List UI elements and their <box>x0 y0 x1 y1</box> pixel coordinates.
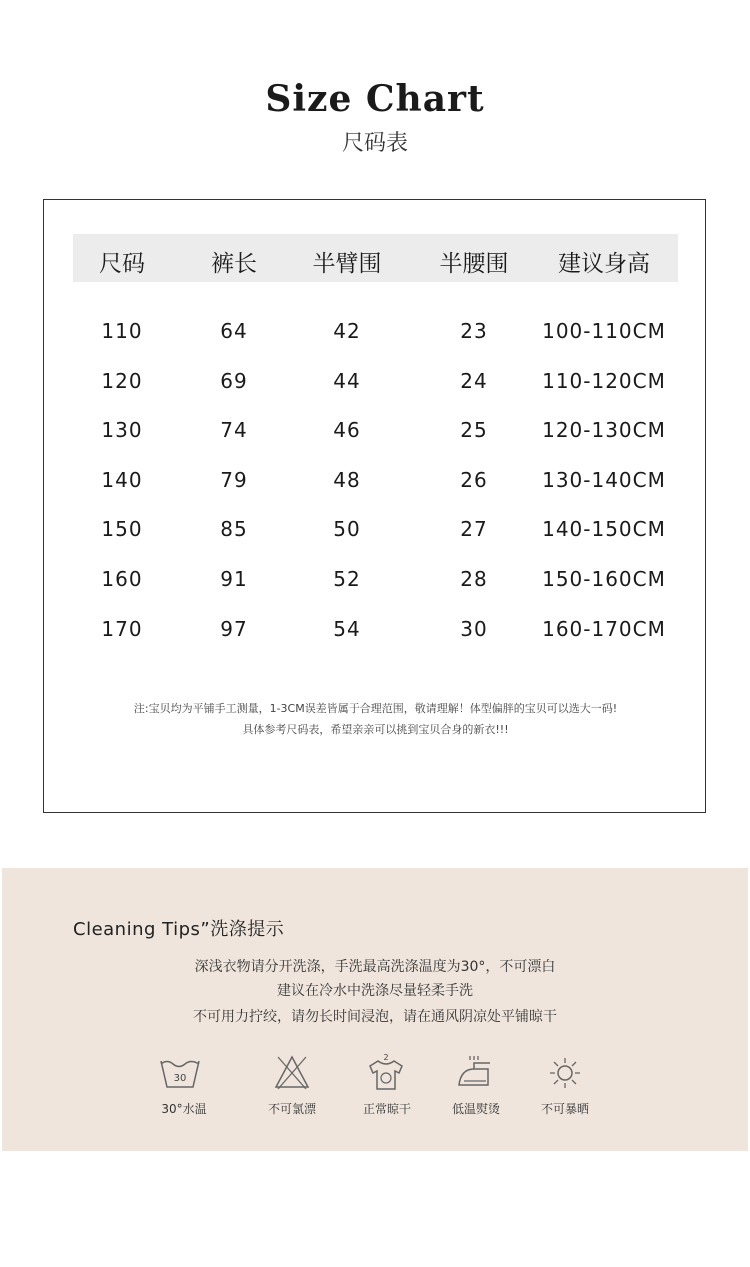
cell-height: 140-150CM <box>542 517 666 542</box>
page-subtitle: 尺码表 <box>341 131 408 156</box>
cell-pants-length: 85 <box>220 517 248 542</box>
column-header-pants-length: 裤长 <box>211 251 257 277</box>
table-row <box>44 468 707 498</box>
table-header-row <box>73 234 678 282</box>
cell-pants-length: 91 <box>220 567 248 591</box>
column-header-size: 尺码 <box>99 251 145 277</box>
cell-height: 100-110CM <box>542 319 666 343</box>
measurement-note: 注:宝贝均为平铺手工测量，1-3CM误差皆属于合理范围，敬请理解！体型偏胖的宝贝可以选大一码! <box>133 702 618 715</box>
cell-size: 130 <box>101 418 143 443</box>
cell-height: 120-130CM <box>542 418 666 443</box>
column-header-half-waist: 半腰围 <box>439 251 509 277</box>
table-row <box>44 418 707 448</box>
tip-line: 建议在冷水中洗涤尽量轻柔手洗 <box>277 983 473 999</box>
cell-size: 160 <box>101 567 143 591</box>
cell-size: 110 <box>101 319 143 343</box>
cell-half-waist: 27 <box>460 517 488 542</box>
cell-half-waist: 23 <box>460 319 488 343</box>
column-header-height: 建议身高 <box>558 251 650 277</box>
column-header-half-arm: 半臂围 <box>312 251 382 277</box>
cell-half-waist: 25 <box>460 418 488 443</box>
tip-line: 不可用力拧绞，请勿长时间浸泡，请在通风阴凉处平铺晾干 <box>193 1009 557 1025</box>
cell-half-arm: 52 <box>333 567 361 591</box>
no-bleach-label: 不可氯漂 <box>267 1102 316 1116</box>
table-row <box>44 567 707 597</box>
cleaning-tips-panel <box>2 868 748 1151</box>
wash-30-label: 30°水温 <box>161 1102 207 1116</box>
table-row <box>44 617 707 647</box>
no-bleach-icon <box>270 1053 314 1093</box>
cell-half-arm: 44 <box>333 368 361 393</box>
iron-low-label: 低温熨烫 <box>451 1102 500 1116</box>
cell-pants-length: 97 <box>220 616 248 641</box>
cell-half-waist: 28 <box>460 567 488 591</box>
cell-half-waist: 30 <box>460 616 488 641</box>
cell-half-waist: 24 <box>460 368 488 393</box>
shirt-dry-icon <box>364 1053 408 1093</box>
cell-size: 140 <box>101 467 143 492</box>
cell-pants-length: 74 <box>220 418 248 443</box>
fit-note: 具体参考尺码表，希望亲亲可以挑到宝贝合身的新衣!!! <box>242 723 509 736</box>
cell-half-arm: 50 <box>333 517 361 542</box>
no-sun-icon <box>543 1053 587 1093</box>
cell-height: 150-160CM <box>542 567 666 591</box>
cell-half-arm: 54 <box>333 616 361 641</box>
cell-size: 170 <box>101 616 143 641</box>
shirt-number-label: 2 <box>383 1053 389 1062</box>
cell-pants-length: 64 <box>220 319 248 343</box>
cell-half-waist: 26 <box>460 467 488 492</box>
tip-line: 深浅衣物请分开洗涤，手洗最高洗涤温度为30°，不可漂白 <box>194 959 556 975</box>
cell-height: 110-120CM <box>542 368 666 393</box>
table-row <box>44 369 707 399</box>
wash-temperature-label: 30 <box>173 1073 187 1084</box>
cell-pants-length: 79 <box>220 467 248 492</box>
cell-height: 160-170CM <box>542 616 666 641</box>
cell-size: 150 <box>101 517 143 542</box>
cell-size: 120 <box>101 368 143 393</box>
cell-half-arm: 46 <box>333 418 361 443</box>
iron-low-icon <box>454 1053 498 1093</box>
page-title: Size Chart <box>265 78 485 120</box>
cell-height: 130-140CM <box>542 467 666 492</box>
shirt-dry-label: 正常晾干 <box>362 1102 411 1116</box>
cell-half-arm: 48 <box>333 467 361 492</box>
cell-pants-length: 69 <box>220 368 248 393</box>
cleaning-tips-title: Cleaning Tips”洗涤提示 <box>73 919 285 940</box>
no-sun-label: 不可暴晒 <box>540 1102 589 1116</box>
size-chart-frame <box>43 199 706 813</box>
table-row <box>44 517 707 547</box>
table-row <box>44 319 707 349</box>
cell-half-arm: 42 <box>333 319 361 343</box>
wash-30-icon <box>158 1053 202 1093</box>
